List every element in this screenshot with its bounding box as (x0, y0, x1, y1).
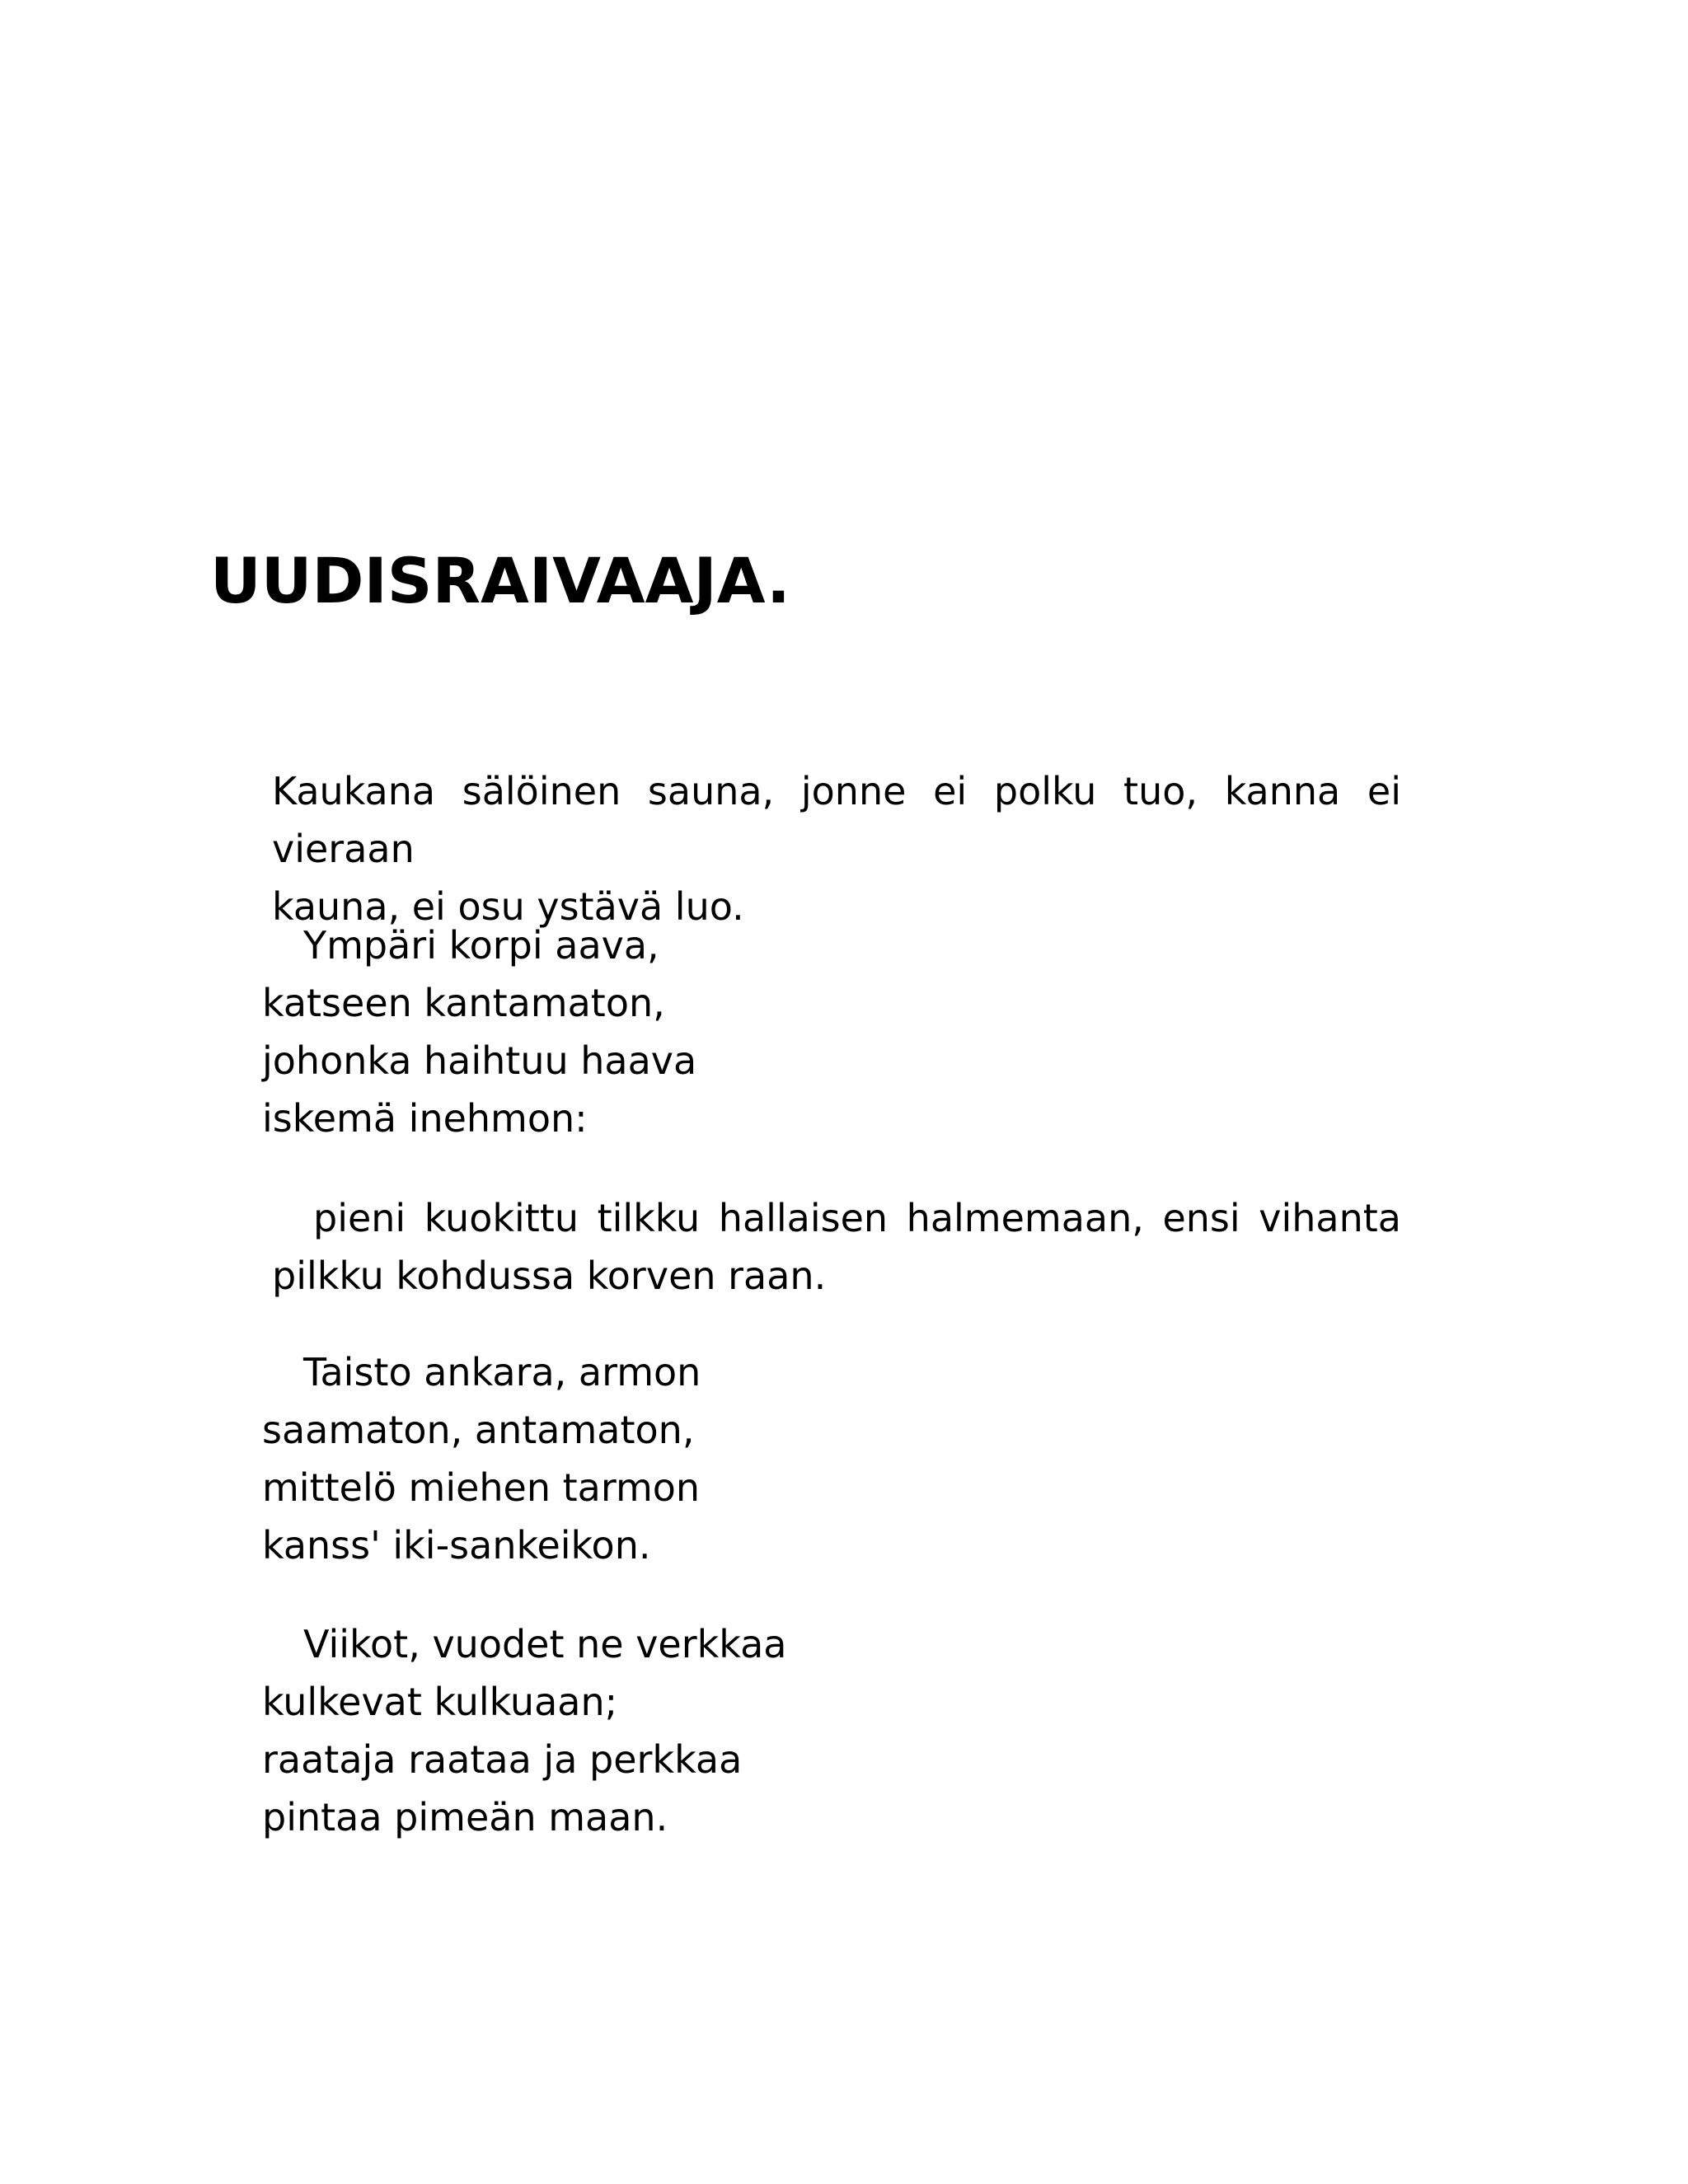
stanza-2-line-2: saamaton, antamaton, (262, 1408, 695, 1452)
stanza-3-line-3: raataja raataa ja perkkaa (262, 1737, 743, 1782)
stanza-3-line-2: kulkevat kulkuaan; (262, 1680, 618, 1724)
stanza-3 (262, 1615, 786, 1846)
stanza-1-line-2: katseen kantamaton, (262, 981, 665, 1025)
paragraph-2 (272, 1189, 1401, 1305)
poem-title: UUDISRAIVAAJA. (210, 544, 790, 617)
stanza-1-line-1: Ympäri korpi aava, (303, 923, 659, 968)
stanza-1-line-3: johonka haihtuu haava (262, 1038, 697, 1083)
stanza-3-line-1: Viikot, vuodet ne verkkaa (303, 1622, 787, 1666)
stanza-1-line-4: iskemä inehmon: (262, 1096, 588, 1141)
stanza-1 (262, 916, 696, 1147)
paragraph-1 (272, 762, 1401, 935)
paragraph-1-line-1: Kaukana sälöinen sauna, jonne ei polku tuo, kanna ei vieraan (272, 769, 1401, 871)
paragraph-2-line-2: pilkku kohdussa korven raan. (272, 1254, 827, 1298)
stanza-3-line-4: pintaa pimeän maan. (262, 1795, 668, 1840)
stanza-2-line-4: kanss' iki-sankeikon. (262, 1523, 651, 1568)
paragraph-2-line-1: pieni kuokittu tilkku hallaisen halmemaan, ensi vihanta (313, 1196, 1401, 1240)
paragraph-1-line-2: kauna, ei osu ystävä luo. (272, 884, 744, 929)
stanza-2-line-1: Taisto ankara, armon (303, 1350, 701, 1394)
stanza-2-line-3: mittelö miehen tarmon (262, 1465, 701, 1510)
stanza-2 (262, 1343, 701, 1574)
